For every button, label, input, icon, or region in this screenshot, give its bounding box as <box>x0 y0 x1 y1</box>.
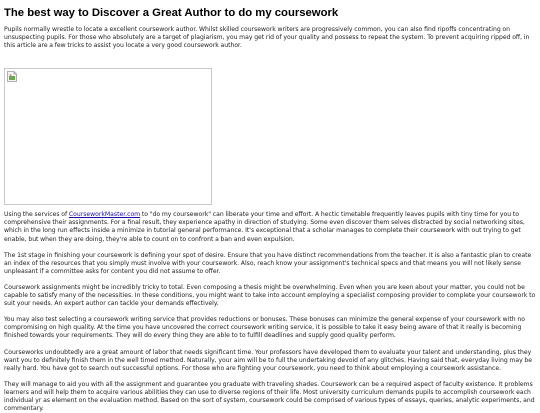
paragraph: Courseworks undoubtedly are a great amount of labor that needs significant time. Your professors have developed them to evaluate your talent and understanding, plus they want you to definitely finish them in the well timed method. Naturally, your aim will be to full the undertaking devoid of any glitches. Having said that, everyday living may be really hard. You have got to search out successful options. For those who are fighting your coursework, you need to think about employing a coursework assistance. <box>4 348 533 372</box>
paragraph-services <box>4 211 536 243</box>
paragraph: You may also test selecting a coursework writing service that provides reductions or bonuses. These bonuses can minimize the general expense of your coursework with no compromising on high quality. At the time you have uncovered the correct coursework writing service, it is possible to take it easy being aware of that it really is becoming finished towards your requirements. They will do every thing they are able to to fulfill deadlines and supply good quality perform. <box>4 316 525 340</box>
paragraph: The 1st stage in finishing your coursework is defining your spot of desire. Ensure that you have distinct recommendations from the teacher. It is also a fantastic plan to create an index of the resources that you simply must involve with your coursework. Also, reach know your assignment's technical specs and that means you will not likely sense unpleasant if a committee asks for content you did not assume to offer. <box>4 251 532 275</box>
paragraph: They will manage to aid you with all the assignment and guarantee you graduate with traveling shades. Coursework can be a required aspect of faculty existence. It problems learners and will help them to acquire various abilities they can use to diverse regions of their life. Most university curriculum demands pupils to accomplish coursework each individual yr as element on the evaluation method. Based on the sort of system, coursework could be comprised of various types of essays, queries, analytic experiments, and commentary. <box>4 380 535 413</box>
paragraph-services-after: to "do my coursework" can liberate your time and effort. A hectic timetable frequently leaves pupils with tiny time for you to comprehensive their assignments. For a final result, they experience apathy in direction of studying. Some even discover them selves distracted by social networking sites, which in the long run effects inside a minimize in tutorial general performance. It's exceptional that a scholar manages to complete their coursework with out trying to get enable, but when they are doing, they're able to count on to confront a ban and even expulsion. <box>4 211 525 243</box>
broken-image <box>4 68 212 205</box>
broken-image-icon <box>7 71 17 82</box>
paragraph-services-before: Using the services of <box>4 211 69 219</box>
paragraph: Coursework assignments might be incredibly tricky to total. Even composing a thesis might be overwhelming. Even when you are keen about your matter, you could not be capable to satisfy many of the necessities. In these conditions, you might want to take into account employing a specialist composing provider to complete your coursework to suit your needs. An expert author can tackle your demands effectively. <box>4 283 536 308</box>
courseworkmaster-link[interactable]: CourseworkMaster.com <box>68 211 141 219</box>
intro-paragraph: Pupils normally wrestle to locate a excellent coursework author. Whilst skilled coursework writers are progressively common, you can also find ripoffs concentrating on unsuspecting pupils. For those who absolutely are a target of plagiarism, you may get rid of your quality and possess to repeat the system. To prevent acquiring ripped off, in this article are a few tricks to assist you locate a very good coursework author. <box>4 26 530 50</box>
article <box>0 6 540 411</box>
article-title: The best way to Discover a Great Author to do my coursework <box>4 7 339 19</box>
